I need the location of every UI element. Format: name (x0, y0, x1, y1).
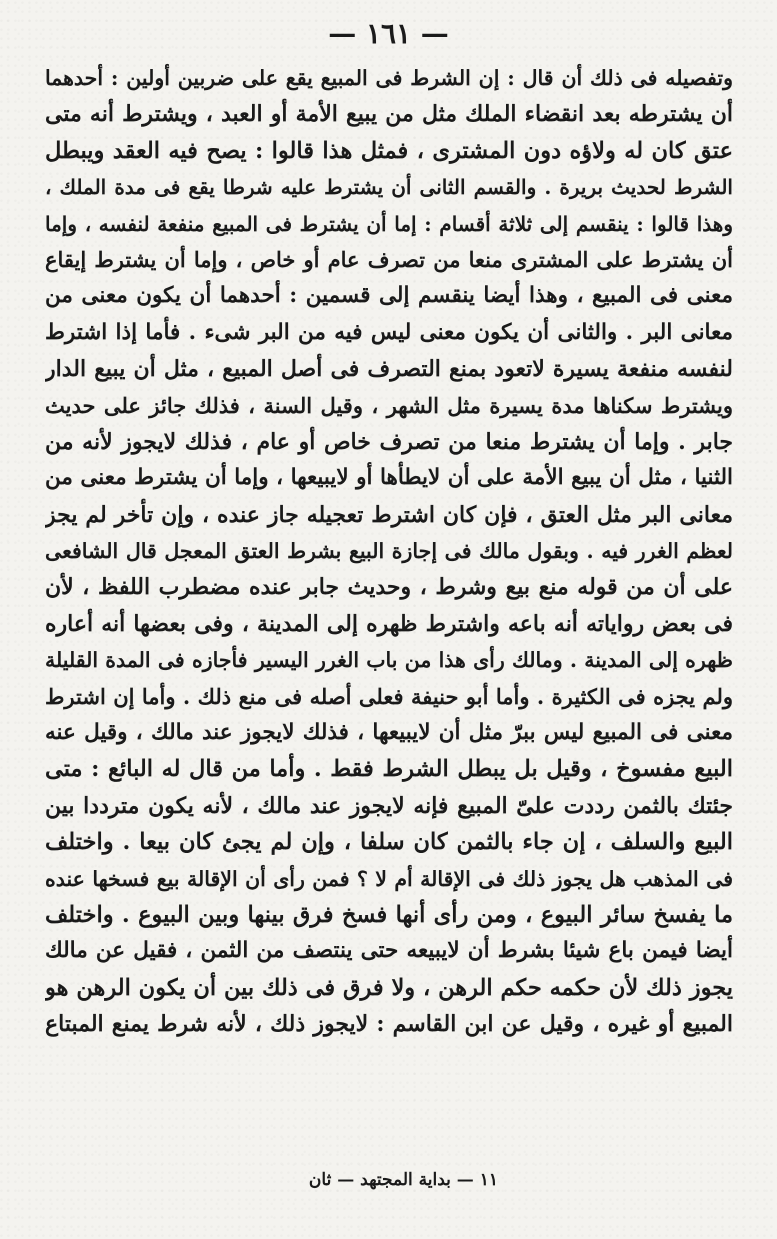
text-line: معنى فى المبيع ليس ببرّ مثل أن لايبيعها ، فذلك لايجوز عند مالك ، وقيل عنه (45, 720, 733, 746)
text-line: على أن من قوله منع بيع وشرط ، وحديث جابر عنده مضطرب اللفظ ، لأن (45, 574, 733, 601)
text-line: ولم يجزه فى الكثيرة . وأما أبو حنيفة فعلى أصله فى منع ذلك . وأما إن اشترط (45, 683, 733, 709)
text-line: وتفصيله فى ذلك أن قال : إن الشرط فى المبيع يقع على ضربين أولين : أحدهما (45, 66, 733, 90)
text-line: المبيع أو غيره ، وقيل عن ابن القاسم : لايجوز ذلك ، لأنه شرط يمنع المبتاع (45, 1011, 733, 1038)
text-line: أن يشترطه بعد انقضاء الملك مثل من يبيع الأمة أو العبد ، ويشترط أنه متى (45, 101, 733, 128)
text-line: البيع والسلف ، إن جاء بالثمن كان سلفا ، وإن لم يجئ كان بيعا . واختلف (45, 829, 733, 856)
text-line: البيع مفسوخ ، وقيل بل يبطل الشرط فقط . وأما من قال له البائع : متى (45, 756, 733, 783)
text-line: ظهره إلى المدينة . ومالك رأى هذا من باب الغرر اليسير فأجازه فى المدة القليلة (45, 648, 733, 673)
text-line: أيضا فيمن باع شيئا بشرط أن لايبيعه حتى ينتصف من الثمن ، فقيل عن مالك (45, 938, 733, 964)
text-line: ويشترط سكناها مدة يسيرة مثل الشهر ، وقيل السنة ، فذلك جائز على حديث (45, 392, 733, 418)
footer-signature: ١١ — بداية المجتهد — ثان (308, 1170, 498, 1190)
text-line: عتق كان له ولاؤه دون المشترى ، فمثل هذا قالوا : يصح فيه العقد ويبطل (45, 137, 733, 164)
text-line: ما يفسخ سائر البيوع ، ومن رأى أنها فسخ فرق بينها وبين البيوع . واختلف (45, 901, 733, 928)
text-line: جابر . وإما أن يشترط منعا من تصرف خاص أو عام ، فذلك لايجوز لأنه من (45, 428, 733, 455)
text-line: الثنيا ، مثل أن يبيع الأمة على أن لايطأها أو لايبيعها ، وإما أن يشترط معنى من (45, 465, 733, 491)
text-line: فى المذهب هل يجوز ذلك فى الإقالة أم لا ؟ فمن رأى أن الإقالة بيع فسخها عنده (45, 866, 733, 891)
text-line: وهذا قالوا : ينقسم إلى ثلاثة أقسام : إما أن يشترط فى المبيع منفعة لنفسه ، وإما (45, 211, 733, 236)
page-number: — ١٦١ — (328, 17, 449, 50)
text-line: فى بعض رواياته أنه باعه واشترط ظهره إلى المدينة ، وفى بعضها أنه أعاره (45, 610, 733, 637)
text-line: جئتك بالثمن رددت علىّ المبيع فإنه لايجوز عند مالك ، لأنه يكون مترددا بين (45, 792, 733, 819)
text-line: الشرط لحديث بريرة . والقسم الثانى أن يشترط عليه شرطا يقع فى مدة الملك ، (45, 175, 733, 200)
text-line: لعظم الغرر فيه . وبقول مالك فى إجازة البيع بشرط العتق المعجل قال الشافعى (45, 539, 733, 564)
text-line: معانى البر . والثانى أن يكون معنى ليس فيه من البر شىء . فأما إذا اشترط (45, 319, 733, 345)
text-line: لنفسه منفعة يسيرة لاتعود بمنع التصرف فى أصل المبيع ، مثل أن يبيع الدار (45, 356, 733, 383)
text-line: أن يشترط على المشترى منعا من تصرف عام أو خاص ، وإما أن يشترط إيقاع (45, 246, 733, 272)
text-line: معانى البر مثل العتق ، فإن كان اشترط تعجيله جاز عنده ، وإن تأخر لم يجز (45, 501, 733, 528)
text-line: يجوز ذلك لأن حكمه حكم الرهن ، ولا فرق فى ذلك بين أن يكون الرهن هو (45, 974, 733, 1001)
body-text (45, 60, 733, 1160)
text-line: معنى فى المبيع ، وهذا أيضا ينقسم إلى قسمين : أحدهما أن يكون معنى من (45, 283, 733, 309)
